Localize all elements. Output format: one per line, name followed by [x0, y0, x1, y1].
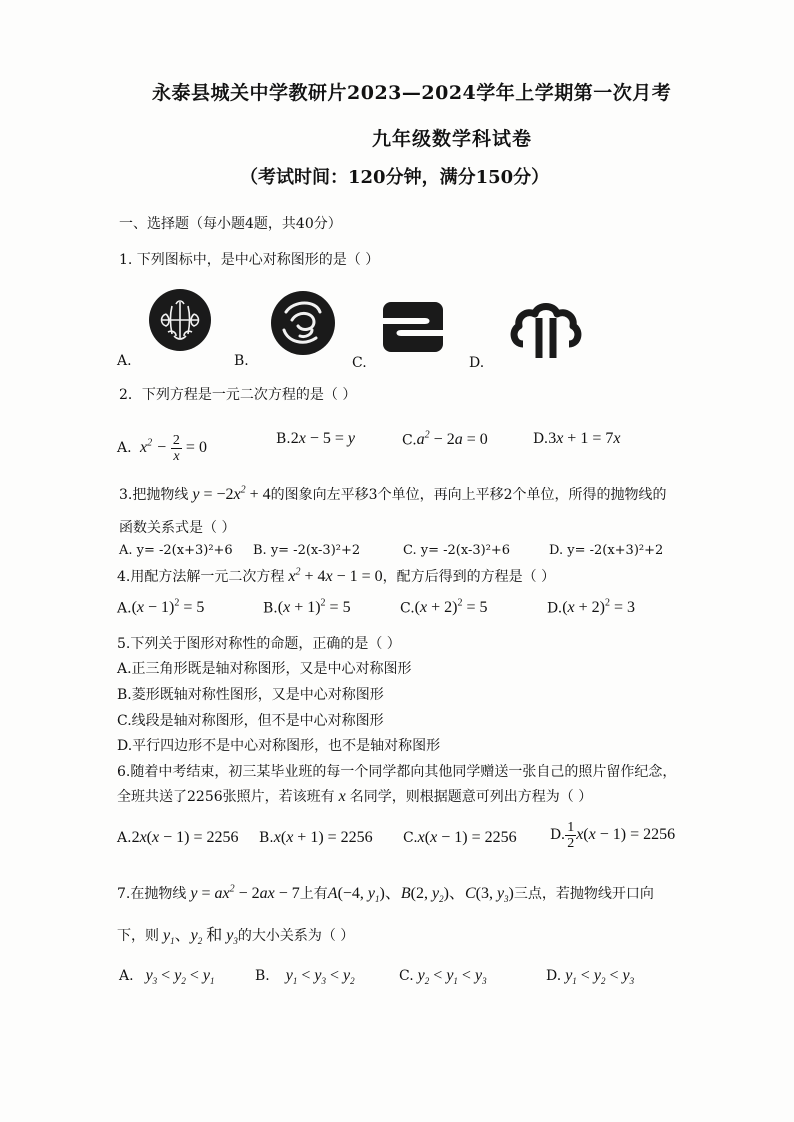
q7-option-a: A. $y_3 < y_2 < y_1$ [119, 967, 215, 987]
q7-option-d: D. $y_1 < y_2 < y_3$ [546, 967, 635, 987]
exam-info: （考试时间：120分钟，满分150分） [240, 167, 550, 188]
q3-stem-pre: 3.把抛物线 [119, 487, 189, 503]
q2-option-a-label: A. [117, 440, 132, 457]
q6-stem-post: 名同学，则根据题意可列出方程为（ ） [349, 789, 593, 805]
q7-option-c-label: C. [399, 968, 414, 984]
q4-option-b: $B.(x + 1)^2 = 5$ [263, 598, 351, 617]
q7-stem-line1: 7.在抛物线 $y = ax^2 - 2ax - 7$上有A(−4, $y_1$)、B(2, $y_2$)、C(3, $y_3$)三点，若抛物线开口向 [117, 883, 654, 905]
q6-stem-line2: 全班共送了2256张照片，若该班有 x 名同学，则根据题意可列出方程为（ ） [117, 788, 593, 805]
q2-option-c: $C.a^2 - 2a = 0$ [402, 430, 488, 449]
q7-stem2-post: 的大小关系为（ ） [237, 928, 355, 944]
q5-option-a: A.正三角形既是轴对称图形，又是中心对称图形 [117, 661, 412, 677]
q2-option-d-label: D. [533, 431, 549, 447]
q2-option-a [117, 433, 207, 464]
q5-option-d: D.平行四边形不是中心对称图形，也不是轴对称图形 [117, 738, 441, 754]
q6-option-a: A.2x(x − 1) = 2256 [117, 829, 239, 846]
q3-option-c: C. y= -2(x-3)²+6 [403, 543, 511, 558]
q2-option-a-formula: $x^2$ − $\frac{2}{x}$ = 0 [136, 433, 207, 464]
q6-stem-pre: 全班共送了2256张照片，若该班有 [117, 789, 335, 805]
q3-stem-line1: 3.把抛物线 $y = -2x^2 + 4$的图象向左平移3个单位，再向上平移2个单位，所得的抛物线的 [119, 484, 667, 503]
exam-subtitle: 九年级数学科试卷 [372, 128, 533, 150]
q3-option-a: A. y= -2(x+3)²+6 [119, 543, 233, 558]
s-block-icon [381, 300, 445, 354]
q2-option-d: D.3x + 1 = 7x [533, 430, 621, 447]
q7-stem-post: 三点，若抛物线开口向 [513, 886, 654, 902]
exam-title: 永泰县城关中学教研片2023—2024学年上学期第一次月考 [152, 82, 672, 104]
q6-option-d: D. $\frac{1}{2}$ x(x − 1) = 2256 [550, 820, 676, 851]
section-heading: 一、选择题（每小题4题，共40分） [119, 216, 342, 232]
q3-stem-line2: 函数关系式是（ ） [119, 520, 236, 536]
q1-label-d: D. [469, 355, 485, 371]
q4-option-c-label: C. [400, 600, 415, 617]
q4-option-b-label: B. [263, 600, 278, 617]
q6-option-b-label: B. [259, 830, 274, 846]
q6-option-d-label: D. [550, 827, 566, 844]
q6-stem-line1: 6.随着中考结束，初三某毕业班的每一个同学都向其他同学赠送一张自己的照片留作纪念， [117, 764, 677, 780]
q7-stem-mid: 上有 [299, 886, 328, 902]
q6-option-c-label: C. [403, 830, 418, 846]
q7-option-c: C. $y_2 < y_1 < y_3$ [399, 967, 487, 987]
q2-option-b: B.2x − 5 = y [276, 430, 356, 447]
q4-stem-pre: 4.用配方法解一元二次方程 [117, 569, 285, 585]
swirl-circle-icon [270, 290, 336, 356]
cloud-tree-icon [509, 298, 583, 360]
q5-stem: 5.下列关于图形对称性的命题，正确的是（ ） [117, 636, 401, 652]
q5-option-b: B.菱形既轴对称性图形，又是中心对称图形 [117, 687, 384, 703]
q4-stem: 4.用配方法解一元二次方程 $x^2 + 4x - 1 = 0$，配方后得到的方程是（ ） [117, 566, 556, 585]
q7-option-b: B. $y_1 < y_3 < y_2$ [255, 967, 355, 987]
q1-label-b: B. [234, 353, 249, 369]
q4-option-d: $D.(x + 2)^2 = 3$ [547, 598, 636, 617]
q2-option-c-label: C. [402, 432, 417, 449]
q1-label-a: A. [117, 353, 132, 369]
q7-option-a-label: A. [119, 968, 134, 984]
q1-label-c: C. [352, 355, 367, 371]
q7-stem-pre: 7.在抛物线 [117, 886, 187, 902]
q6-option-c: C.x(x − 1) = 2256 [403, 829, 517, 846]
q3-option-d: D. y= -2(x+3)²+2 [549, 543, 664, 558]
q7-option-d-label: D. [546, 968, 562, 984]
q4-option-c: $C.(x + 2)^2 = 5$ [400, 598, 488, 617]
q4-option-d-label: D. [547, 600, 563, 617]
q1-stem: 1. 下列图标中，是中心对称图形的是（ ） [119, 252, 380, 268]
q4-option-a: $A.(x - 1)^2 = 5$ [117, 598, 205, 617]
q3-stem-post: 的图象向左平移3个单位，再向上平移2个单位，所得的抛物线的 [270, 487, 667, 503]
q7-stem-line2: 下，则 $y_1$、$y_2$ 和 $y_3$的大小关系为（ ） [117, 927, 355, 947]
q5-option-c: C.线段是轴对称图形，但不是中心对称图形 [117, 713, 384, 729]
q2-option-b-label: B. [276, 431, 291, 447]
q3-option-b: B. y= -2(x-3)²+2 [253, 543, 361, 558]
q7-stem2-pre: 下，则 [117, 928, 159, 944]
ornament-circle-icon [148, 288, 212, 352]
q2-stem: 2．下列方程是一元二次方程的是（ ） [119, 387, 357, 403]
q6-option-a-label: A. [117, 830, 132, 846]
q7-option-b-label: B. [255, 968, 270, 984]
q4-stem-post: ，配方后得到的方程是（ ） [382, 569, 556, 585]
q6-option-b: B.x(x + 1) = 2256 [259, 829, 373, 846]
q4-option-a-label: A. [117, 600, 132, 617]
